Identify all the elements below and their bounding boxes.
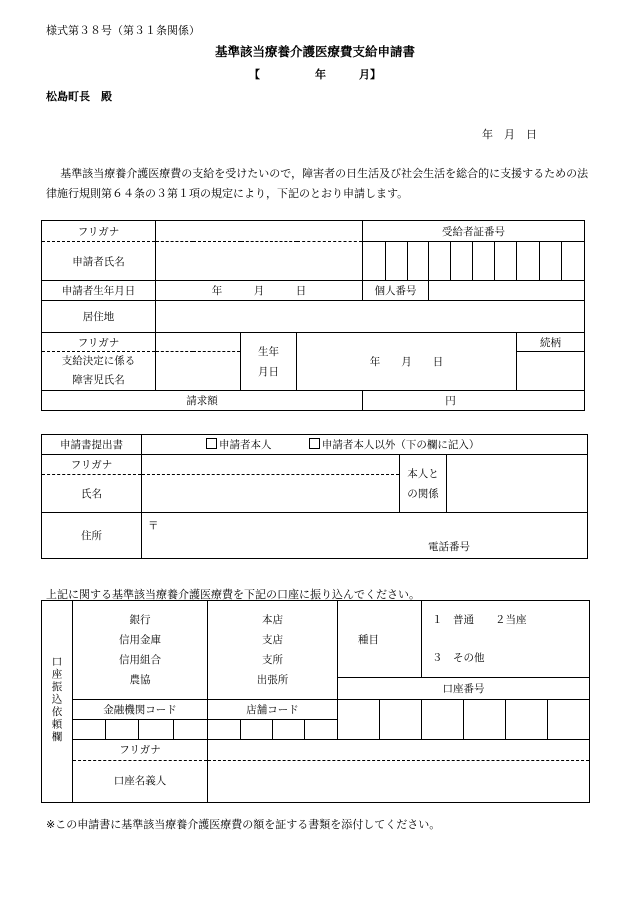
submitter-relation-label xyxy=(400,455,447,513)
applicant-name-label: 申請者氏名 xyxy=(42,242,156,281)
submitter-relation-label-1: 本人と xyxy=(407,467,439,480)
branch-code-label: 店舗コード xyxy=(208,700,338,720)
attachment-note: ※この申請書に基準該当療養介護医療費の額を証する書類を添付してください。 xyxy=(46,818,441,831)
bank-transfer-note: 上記に関する基準該当療養介護医療費を下記の口座に振り込んでください。 xyxy=(46,588,420,601)
period-field[interactable]: 【 年 月】 xyxy=(249,68,381,81)
recipient-no-digit[interactable] xyxy=(363,242,386,281)
inst-type-shinkumi: 信用組合 xyxy=(119,654,161,666)
branch-code-digit[interactable] xyxy=(305,720,338,740)
child-birth-label-1: 生年 xyxy=(258,345,279,358)
kind-option-1: １ 普通 ２当座 xyxy=(432,614,527,626)
account-no-digit[interactable] xyxy=(506,700,548,740)
inst-code-digit[interactable] xyxy=(73,720,106,740)
inst-code-digit[interactable] xyxy=(139,720,174,740)
recipient-no-digit[interactable] xyxy=(451,242,473,281)
institution-type-field[interactable] xyxy=(73,601,208,700)
option-self-label: 申請者本人 xyxy=(219,439,272,451)
branch-code-digit[interactable] xyxy=(273,720,305,740)
recipient-no-digit[interactable] xyxy=(517,242,540,281)
submitter-name-label: 氏名 xyxy=(42,475,142,513)
holder-labels xyxy=(73,740,208,803)
amount-unit: 円 xyxy=(445,395,456,407)
branch-type-office: 出張所 xyxy=(256,674,289,686)
inst-type-shinkin: 信用金庫 xyxy=(119,634,161,646)
account-no-digit[interactable] xyxy=(338,700,380,740)
address-input[interactable] xyxy=(156,301,585,333)
submitter-relation-label-2: の関係 xyxy=(407,487,439,500)
kind-option-2: ３ その他 xyxy=(432,652,485,664)
holder-inputs[interactable] xyxy=(208,740,590,803)
recipient-no-digit[interactable] xyxy=(540,242,562,281)
furigana2-label: フリガナ xyxy=(42,333,156,352)
applicant-table xyxy=(41,220,585,411)
recipient-no-label: 受給者証番号 xyxy=(363,221,585,242)
account-no-digit[interactable] xyxy=(422,700,464,740)
holder-furigana-input[interactable] xyxy=(208,740,589,761)
branch-code-digit[interactable] xyxy=(208,720,241,740)
birth-label: 申請者生年月日 xyxy=(42,281,156,301)
account-no-digit[interactable] xyxy=(380,700,422,740)
submitter-name-input[interactable] xyxy=(142,475,400,513)
kind-label: 種目 xyxy=(338,601,422,678)
form-title: 基準該当療養介護医療費支給申請書 xyxy=(214,44,415,59)
submitter-furigana-label: フリガナ xyxy=(42,455,142,475)
child-name-input[interactable] xyxy=(156,352,241,391)
submitter-options xyxy=(142,435,588,455)
holder-name-label: 口座名義人 xyxy=(113,775,167,787)
phone-label: 電話番号 xyxy=(428,541,470,553)
personal-no-label: 個人番号 xyxy=(363,281,429,301)
branch-type-main: 本店 xyxy=(262,614,283,626)
branch-code-digit[interactable] xyxy=(241,720,273,740)
amount-label: 請求額 xyxy=(42,391,363,411)
account-no-digit[interactable] xyxy=(548,700,590,740)
form-number: 様式第３８号（第３１条関係） xyxy=(46,24,200,37)
branch-type-field[interactable] xyxy=(208,601,338,700)
submitter-relation-input[interactable] xyxy=(447,455,588,513)
option-self-checkbox[interactable] xyxy=(206,438,217,449)
submitter-address-label: 住所 xyxy=(42,513,142,559)
option-other-checkbox[interactable] xyxy=(309,438,320,449)
recipient-no-digit[interactable] xyxy=(429,242,451,281)
relation-label: 続柄 xyxy=(517,333,585,352)
amount-field[interactable] xyxy=(363,391,585,411)
kind-options[interactable] xyxy=(422,601,590,678)
branch-type-branch: 支店 xyxy=(262,634,283,646)
child-birth-label xyxy=(241,333,297,391)
recipient-no-digit[interactable] xyxy=(408,242,429,281)
inst-code-digit[interactable] xyxy=(174,720,208,740)
bank-section-label xyxy=(42,601,73,803)
inst-type-noukyou: 農協 xyxy=(129,674,151,686)
holder-furigana-label: フリガナ xyxy=(73,740,207,761)
postal-mark: 〒 xyxy=(148,520,159,532)
child-birth-label-2: 月日 xyxy=(258,365,279,378)
inst-code-digit[interactable] xyxy=(106,720,139,740)
recipient-no-digit[interactable] xyxy=(386,242,408,281)
addressee: 松島町長 殿 xyxy=(46,90,112,103)
bank-section-text: 口座振込依頼欄 xyxy=(50,656,63,744)
recipient-no-digit[interactable] xyxy=(495,242,517,281)
intro-text: 基準該当療養介護医療費の支給を受けたいので，障害者の日生活及び社会生活を総合的に支援するための法律施行規則第６４条の３第１項の規定により，下記のとおり申請します。 xyxy=(46,167,589,200)
child-name-label xyxy=(42,352,156,391)
child-birth-date-field[interactable]: 年 月 日 xyxy=(297,333,517,391)
recipient-no-digit[interactable] xyxy=(473,242,495,281)
submitter-address-input[interactable] xyxy=(142,513,588,559)
account-no-digit[interactable] xyxy=(464,700,506,740)
submitter-table xyxy=(41,434,588,559)
personal-no-input[interactable] xyxy=(429,281,585,301)
inst-type-bank: 銀行 xyxy=(129,614,151,626)
option-other-label: 申請者本人以外（下の欄に記入） xyxy=(321,439,480,451)
submitter-furigana-input[interactable] xyxy=(142,455,400,475)
applicant-name-input[interactable] xyxy=(156,242,363,281)
inst-code-label: 金融機関コード xyxy=(73,700,208,720)
date-field[interactable]: 年 月 日 xyxy=(482,128,537,141)
birth-date-field[interactable]: 年 月 日 xyxy=(156,281,363,301)
holder-name-input[interactable] xyxy=(208,761,589,802)
furigana-input[interactable] xyxy=(156,221,363,242)
bank-table xyxy=(41,600,590,803)
account-no-label: 口座番号 xyxy=(338,678,590,700)
recipient-no-digit[interactable] xyxy=(562,242,585,281)
furigana2-input[interactable] xyxy=(156,333,241,352)
relation-input[interactable] xyxy=(517,352,585,391)
branch-type-sub: 支所 xyxy=(262,654,283,666)
child-name-label-1: 支給決定に係る xyxy=(61,355,136,367)
address-label: 居住地 xyxy=(42,301,156,333)
furigana-label: フリガナ xyxy=(42,221,156,242)
submitter-label: 申請書提出書 xyxy=(42,435,142,455)
child-name-label-2: 障害児氏名 xyxy=(72,374,125,386)
